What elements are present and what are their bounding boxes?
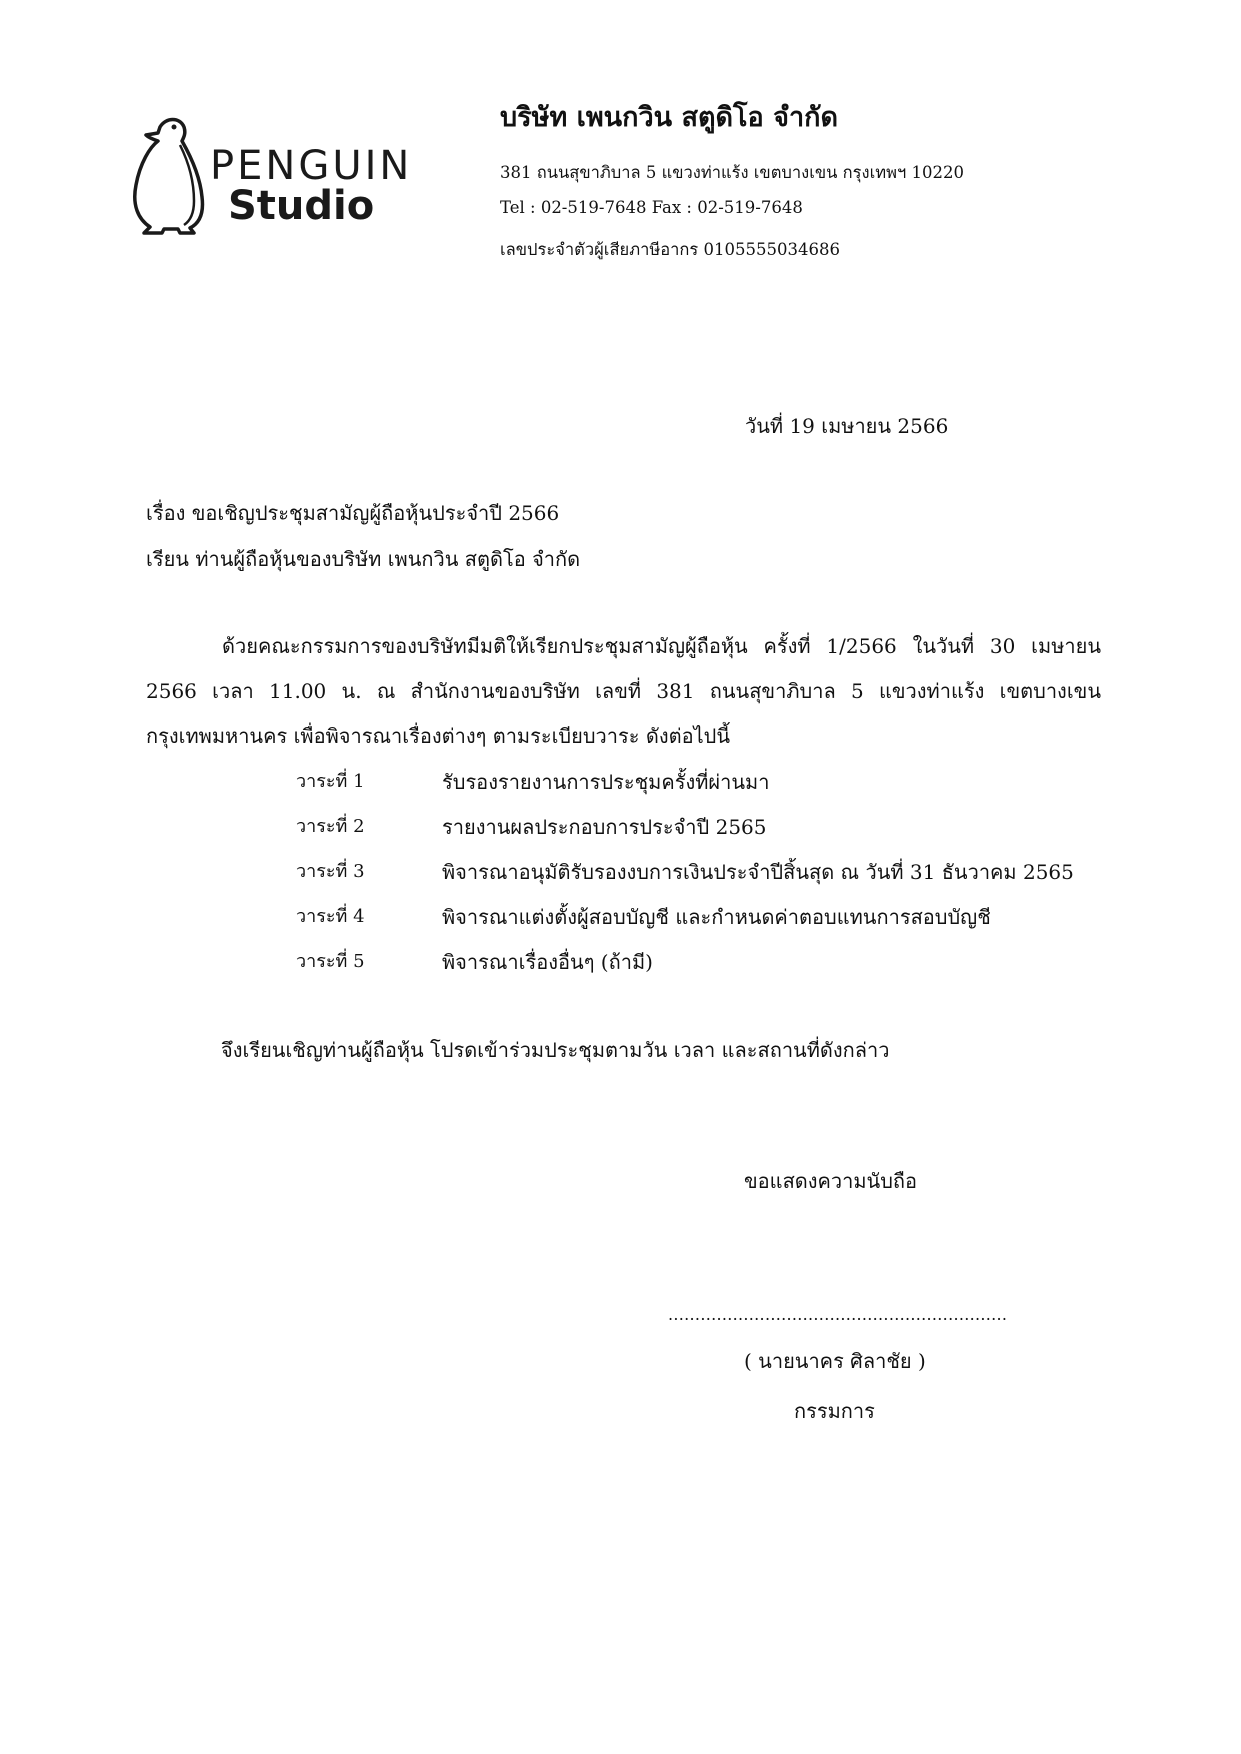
closing-sentence: จึงเรียนเชิญท่านผู้ถือหุ้น โปรดเข้าร่วมประชุมตามวัน เวลา และสถานที่ดังกล่าว [221,1038,890,1062]
signer-title: กรรมการ [794,1399,875,1423]
company-phone-fax: Tel : 02-519-7648 Fax : 02-519-7648 [500,198,803,217]
signer-name: ( นายนาคร ศิลาชัย ) [744,1349,926,1373]
letter-subject: เรื่อง ขอเชิญประชุมสามัญผู้ถือหุ้นประจำปี 2566 [146,501,560,525]
agenda-number: วาระที่ 1 [296,771,365,792]
company-address: 381 ถนนสุขาภิบาล 5 แขวงท่าแร้ง เขตบางเขน กรุงเทพฯ 10220 [500,163,964,182]
logo-word-penguin: PENGUIN [210,143,413,189]
intro-line-2: 2566 เวลา 11.00 น. ณ สำนักงานของบริษัท เลขที่ 381 ถนนสุขาภิบาล 5 แขวงท่าแร้ง เขตบางเขน [146,679,1101,703]
intro-paragraph [146,630,1101,748]
agenda-number: วาระที่ 3 [296,861,365,882]
agenda-text: พิจารณาเรื่องอื่นๆ (ถ้ามี) [442,950,653,974]
letter-date: วันที่ 19 เมษายน 2566 [745,414,949,438]
agenda-text: รับรองรายงานการประชุมครั้งที่ผ่านมา [442,770,770,794]
agenda-text: พิจารณาแต่งตั้งผู้สอบบัญชี และกำหนดค่าตอบแทนการสอบบัญชี [442,905,991,929]
company-name: บริษัท เพนกวิน สตูดิโอ จำกัด [500,102,839,133]
company-tax-id: เลขประจำตัวผู้เสียภาษีอากร 0105555034686 [500,240,840,259]
agenda-number: วาระที่ 5 [296,951,365,972]
signature-line: ............................................................... [668,1305,1008,1324]
logo-word-studio: Studio [228,183,375,229]
agenda-text: พิจารณาอนุมัติรับรองงบการเงินประจำปีสิ้นสุด ณ วันที่ 31 ธันวาคม 2565 [442,860,1074,884]
agenda-number: วาระที่ 4 [296,906,365,927]
regards: ขอแสดงความนับถือ [744,1169,918,1193]
agenda-text: รายงานผลประกอบการประจำปี 2565 [442,815,767,839]
company-logo [128,115,438,245]
intro-line-1: ด้วยคณะกรรมการของบริษัทมีมติให้เรียกประชุมสามัญผู้ถือหุ้น ครั้งที่ 1/2566 ในวันที่ 30 เมษายน [222,634,1101,658]
penguin-icon [128,115,218,240]
letter-recipient: เรียน ท่านผู้ถือหุ้นของบริษัท เพนกวิน สตูดิโอ จำกัด [146,547,581,571]
intro-line-3: กรุงเทพมหานคร เพื่อพิจารณาเรื่องต่างๆ ตามระเบียบวาระ ดังต่อไปนี้ [146,724,731,748]
agenda-number: วาระที่ 2 [296,816,365,837]
